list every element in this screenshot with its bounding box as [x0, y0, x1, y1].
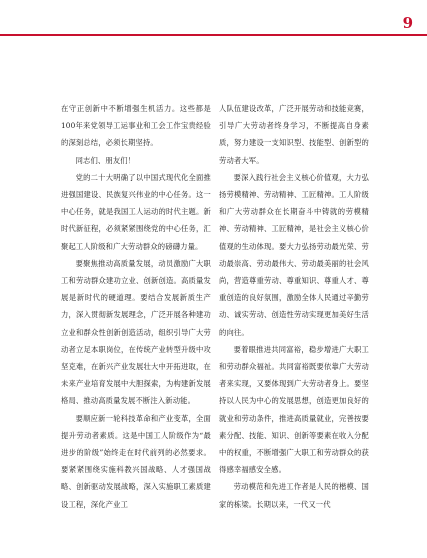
paragraph: 在守正创新中不断增强生机活力。这些都是100年来党领导工运事业和工会工作宝贵经验的深刻总结，必须长期坚持。 — [61, 104, 211, 148]
paragraph: 党的二十大明确了以中国式现代化全面推进强国建设、民族复兴伟业的中心任务。这一中心任务，就是我国工人运动的时代主题。新时代新征程，必须紧紧围绕党的中心任务，汇聚起工人阶级和广大劳动群众的磅礴力量。 — [61, 172, 211, 251]
paragraph: 要着眼推进共同富裕，稳步增进广大职工和劳动群众福祉。共同富裕既要依靠广大劳动者来实现，又要体现到广大劳动者身上。要坚持以人民为中心的发展思想，创造更加良好的就业和劳动条件，推进高质量就业，完善按要素分配、技能、知识、创新等要素在收入分配中的权重，不断增强广大职工和劳动群众的获得感幸福感安全感。 — [219, 344, 369, 475]
paragraph-salutation: 同志们、朋友们！ — [75, 155, 136, 165]
paragraph: 人队伍建设改革，广泛开展劳动和技能竞赛，引导广大劳动者终身学习，不断提高自身素质，努力建设一支知识型、技能型、创新型的劳动者大军。 — [219, 104, 369, 165]
left-column — [61, 100, 211, 513]
header-rule — [0, 34, 427, 36]
paragraph: 劳动模范和先进工作者是人民的楷模、国家的栋梁。长期以来，一代又一代 — [219, 482, 369, 509]
paragraph: 要深入践行社会主义核心价值观，大力弘扬劳模精神、劳动精神、工匠精神。工人阶级和广大劳动群众在长期奋斗中铸就的劳模精神、劳动精神、工匠精神，是社会主义核心价值观的生动体现。要大力弘扬劳动最光荣、劳动最崇高、劳动最伟大、劳动最美丽的社会风尚，营造尊重劳动、尊重知识、尊重人才、尊重创造的良好氛围，激励全体人民通过辛勤劳动、诚实劳动、创造性劳动实现更加美好生活的向往。 — [219, 172, 369, 337]
paragraph: 要聚焦推动高质量发展，动员激励广大职工和劳动群众建功立业、创新创造。高质量发展是新时代的硬道理。要结合发展新质生产力，深入贯彻新发展理念，广泛开展各种建功立业和群众性创新创造活动，组织引导广大劳动者立足本职岗位，在传统产业转型升级中攻坚克难，在新兴产业发展壮大中开拓进取，在未来产业培育发展中大胆探索，为构建新发展格局、推动高质量发展不断注入新动能。 — [61, 258, 211, 406]
page-number: 9 — [402, 14, 413, 32]
paragraph: 要顺应新一轮科技革命和产业变革，全面提升劳动者素质。这是中国工人阶级作为“最进步的阶级”始终走在时代前列的必然要求。要紧紧围绕实施科教兴国战略、人才强国战略、创新驱动发展战略，深入实施职工素质建设工程，深化产业工 — [61, 413, 211, 509]
right-column — [219, 100, 369, 513]
